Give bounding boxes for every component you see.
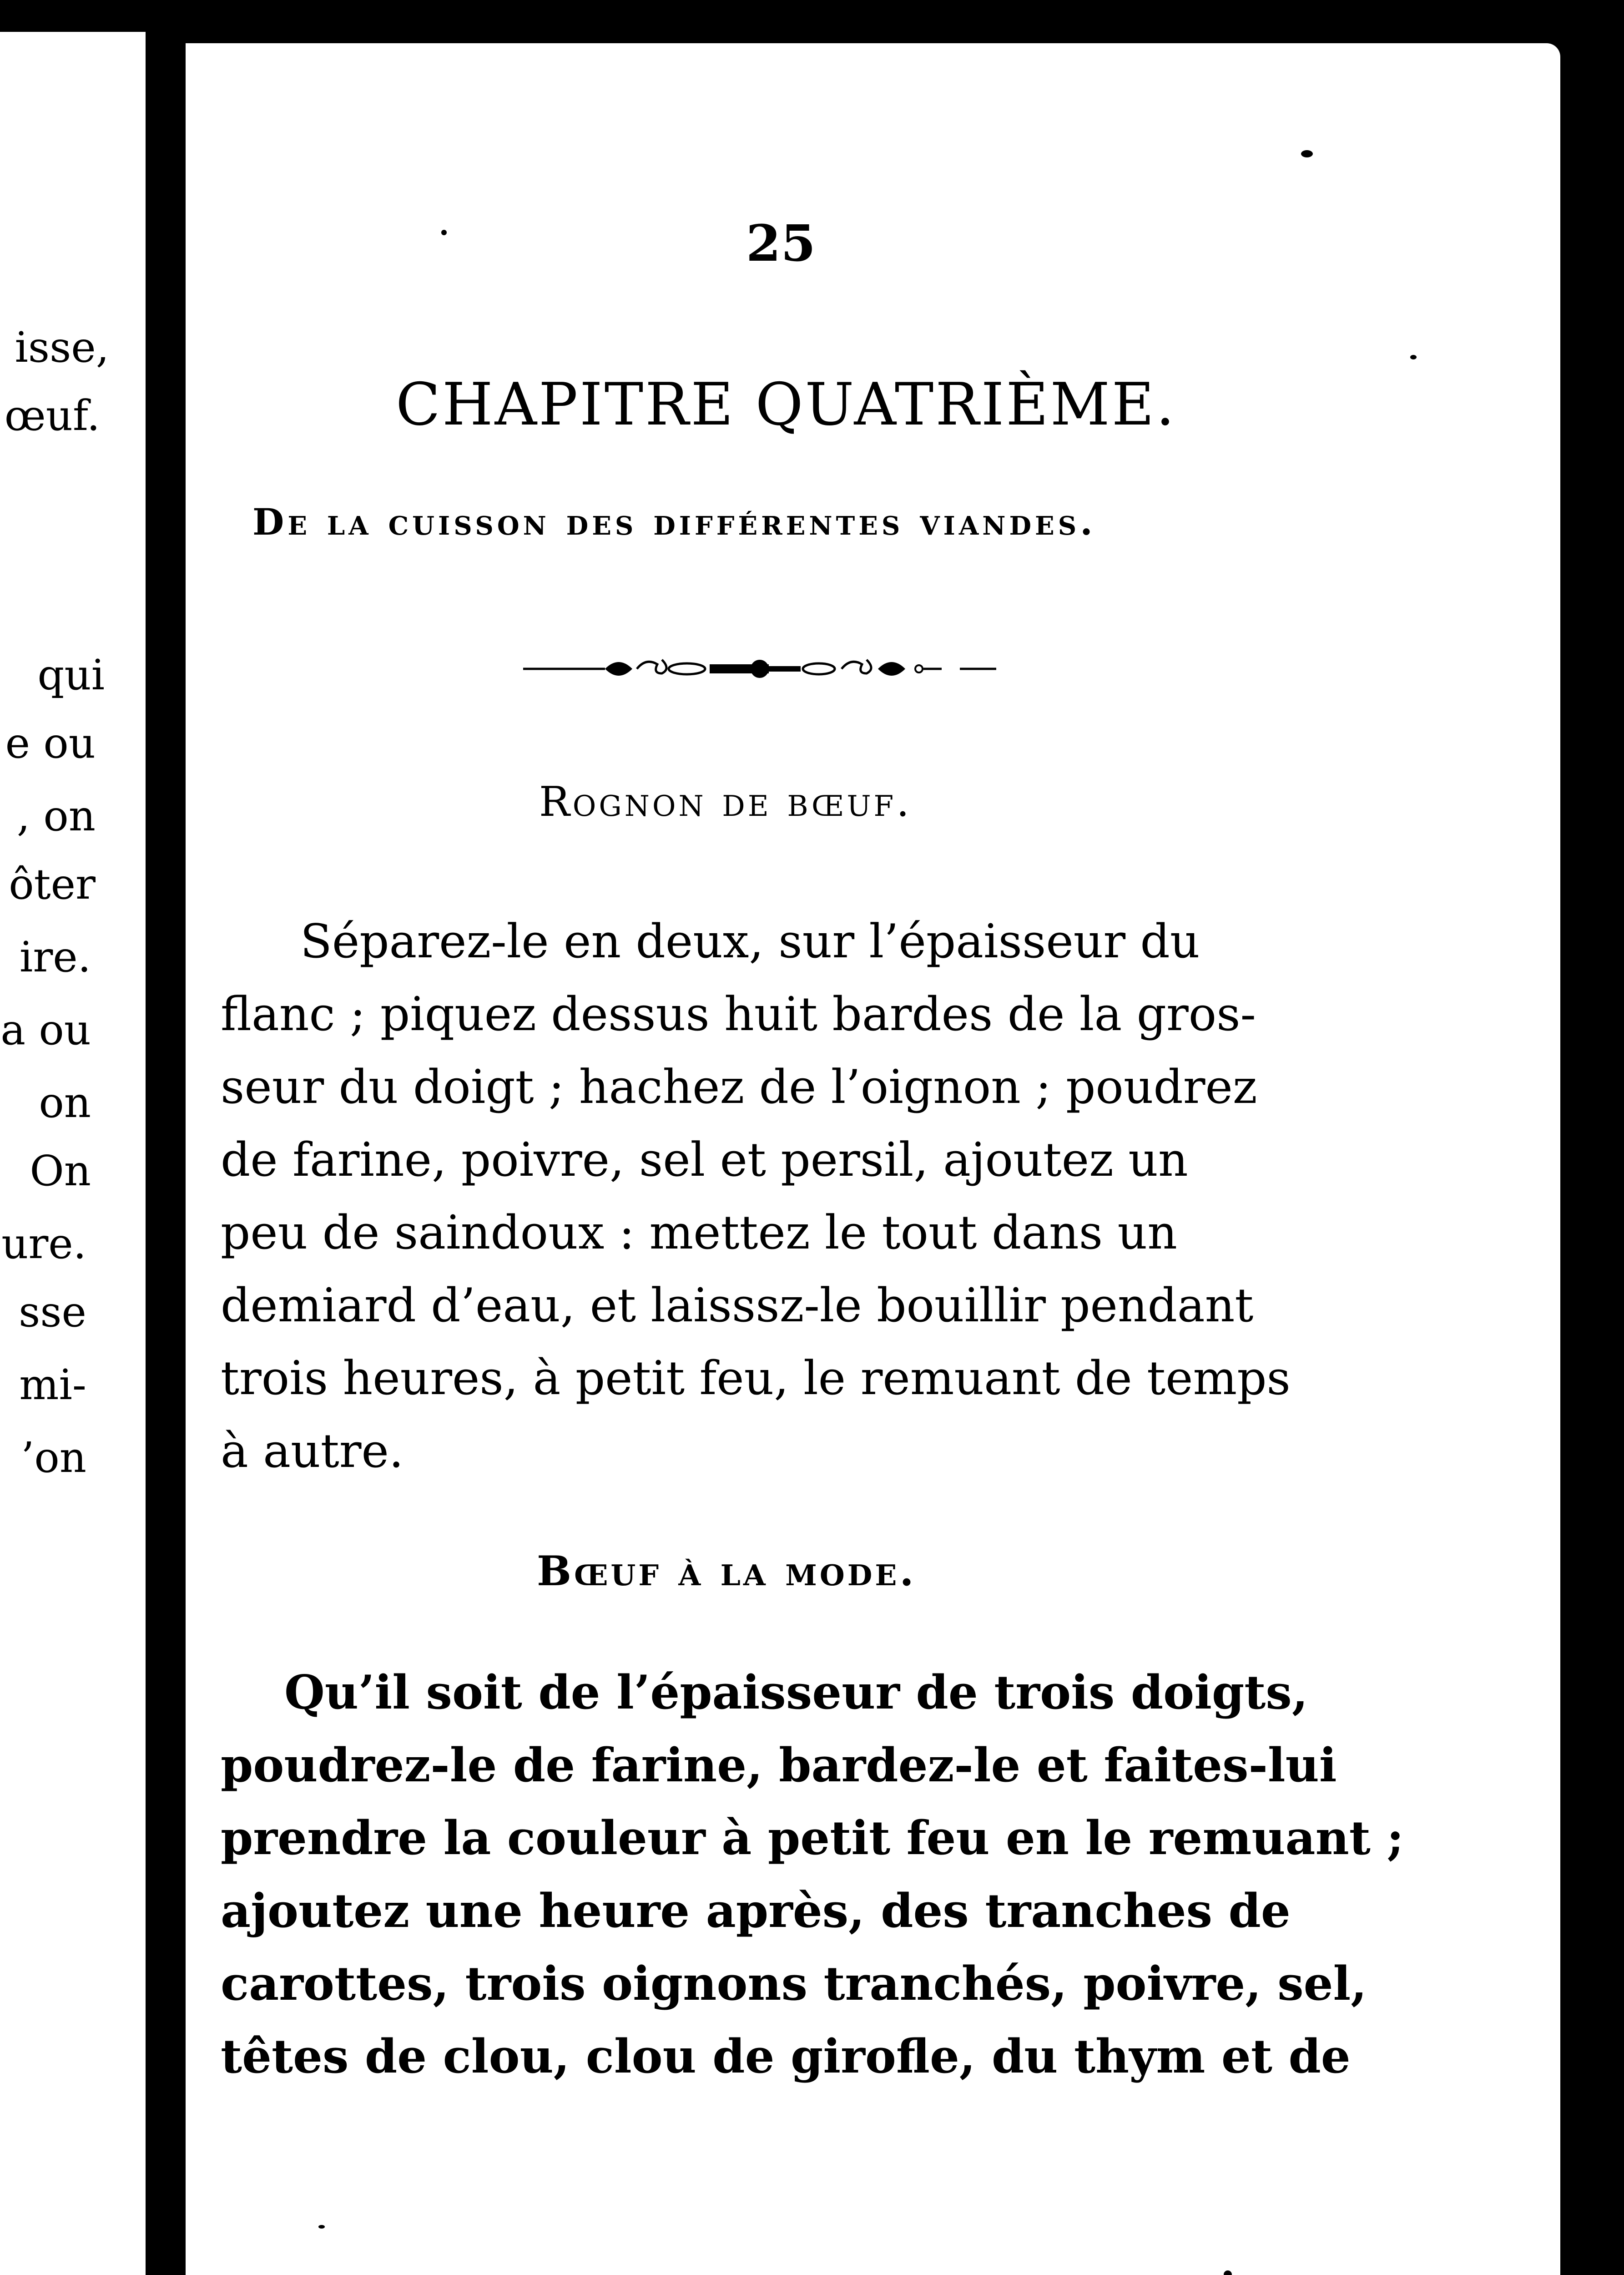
chapter-subtitle: De la cuisson des différentes viandes. xyxy=(252,500,1097,543)
text-line: Qu’il soit de l’épaisseur de trois doigts, xyxy=(284,1665,1308,1720)
text-line: Séparez-le en deux, sur l’épaisseur du xyxy=(300,915,1200,969)
text-line: peu de saindoux : mettez le tout dans un xyxy=(221,1206,1177,1260)
left-page xyxy=(0,32,152,2275)
text-line: trois heures, à petit feu, le remuant de temps xyxy=(221,1351,1291,1405)
ink-speck xyxy=(1410,355,1417,359)
text-line: carottes, trois oignons tranchés, poivre, sel, xyxy=(221,1956,1367,2011)
left-line: , on xyxy=(16,792,96,840)
left-line: a ou xyxy=(0,1006,91,1054)
chapter-title: CHAPITRE QUATRIÈME. xyxy=(396,371,1176,439)
paragraph-boeuf-mode xyxy=(221,1656,1404,2093)
text-line: flanc ; piquez dessus huit bardes de la gros- xyxy=(221,987,1256,1041)
left-line: mi- xyxy=(19,1360,86,1409)
page-number: 25 xyxy=(746,214,816,273)
section-title-rognon: Rognon de bœuf. xyxy=(539,778,912,826)
text-line: seur du doigt ; hachez de l’oignon ; poudrez xyxy=(221,1060,1257,1114)
ink-speck xyxy=(441,230,447,235)
left-line: ’on xyxy=(21,1433,86,1482)
text-line: ajoutez une heure après, des tranches de xyxy=(221,1884,1291,1938)
left-line: ire. xyxy=(19,933,91,981)
section-title-boeuf-mode: Bœuf à la mode. xyxy=(537,1547,917,1595)
text-line: têtes de clou, clou de girofle, du thym et de xyxy=(221,2029,1351,2084)
paragraph-rognon xyxy=(221,905,1308,1488)
left-line: e ou xyxy=(5,719,96,768)
text-line: demiard d’eau, et laisssz-le bouillir pendant xyxy=(221,1279,1254,1333)
left-line: on xyxy=(39,1078,91,1127)
left-line: œuf. xyxy=(4,391,100,440)
left-line: isse, xyxy=(15,323,109,372)
ink-speck xyxy=(318,2225,325,2229)
left-line: On xyxy=(30,1147,91,1195)
left-line: ure. xyxy=(1,1219,86,1268)
text-line: de farine, poivre, sel et persil, ajoutez un xyxy=(221,1133,1188,1187)
text-line: poudrez-le de farine, bardez-le et faites-lui xyxy=(221,1738,1337,1793)
left-line: ôter xyxy=(9,860,96,909)
left-line: sse xyxy=(19,1288,86,1336)
left-line: qui xyxy=(37,651,105,699)
text-line: prendre la couleur à petit feu en le remuant ; xyxy=(221,1811,1404,1866)
ink-speck xyxy=(1301,150,1313,157)
ornament-divider-icon xyxy=(523,651,996,687)
text-line: à autre. xyxy=(221,1424,404,1478)
